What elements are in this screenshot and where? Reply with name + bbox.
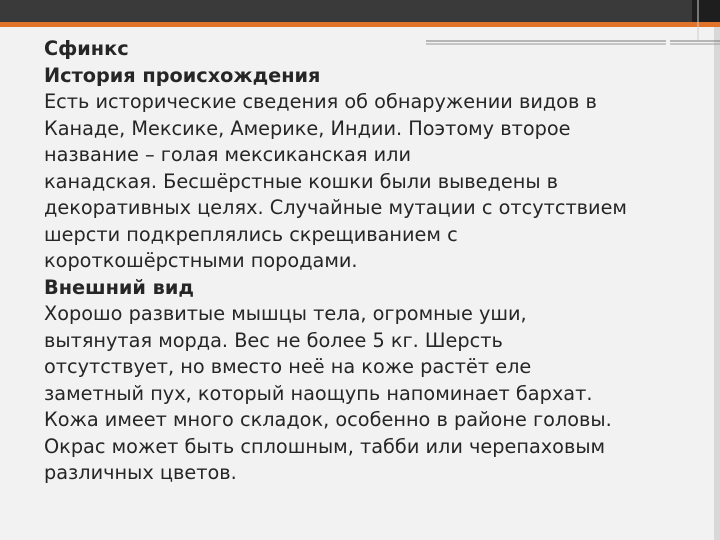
paragraph-line: Канаде, Мексике, Америке, Индии. Поэтому второе bbox=[44, 116, 571, 140]
paragraph-line: отсутствует, но вместо неё на коже растёт еле bbox=[44, 355, 532, 378]
slide-right-edge bbox=[714, 27, 720, 540]
paragraph-origin bbox=[44, 89, 684, 275]
paragraph-line: Кожа имеет много складок, особенно в районе головы. bbox=[44, 408, 612, 431]
section-heading-appearance: Внешний вид bbox=[44, 275, 194, 299]
paragraph-line: название – голая мексиканская или bbox=[44, 143, 411, 166]
paragraph-line: Есть исторические сведения об обнаружении видов в bbox=[44, 90, 597, 113]
paragraph-line: различных цветов. bbox=[44, 461, 237, 484]
paragraph-line: шерсти подкреплялись скрещиванием с bbox=[44, 222, 458, 246]
paragraph-line: Хорошо развитые мышцы тела, огромные уши, bbox=[44, 302, 527, 325]
paragraph-line: короткошёрстными породами. bbox=[44, 249, 358, 272]
slide-content bbox=[44, 36, 684, 487]
paragraph-appearance bbox=[44, 301, 684, 487]
paragraph-line: канадская. Бесшёрстные кошки были выведены в bbox=[44, 169, 559, 193]
paragraph-line: Окрас может быть сплошным, табби или черепаховым bbox=[44, 434, 606, 458]
paragraph-line: декоративных целях. Случайные мутации с отсутствием bbox=[44, 196, 627, 219]
section-heading-origin: История происхождения bbox=[44, 63, 321, 87]
slide-title: Сфинкс bbox=[44, 37, 129, 60]
paragraph-line: заметный пух, который наощупь напоминает бархат. bbox=[44, 381, 593, 405]
paragraph-line: вытянутая морда. Вес не более 5 кг. Шерсть bbox=[44, 328, 503, 352]
